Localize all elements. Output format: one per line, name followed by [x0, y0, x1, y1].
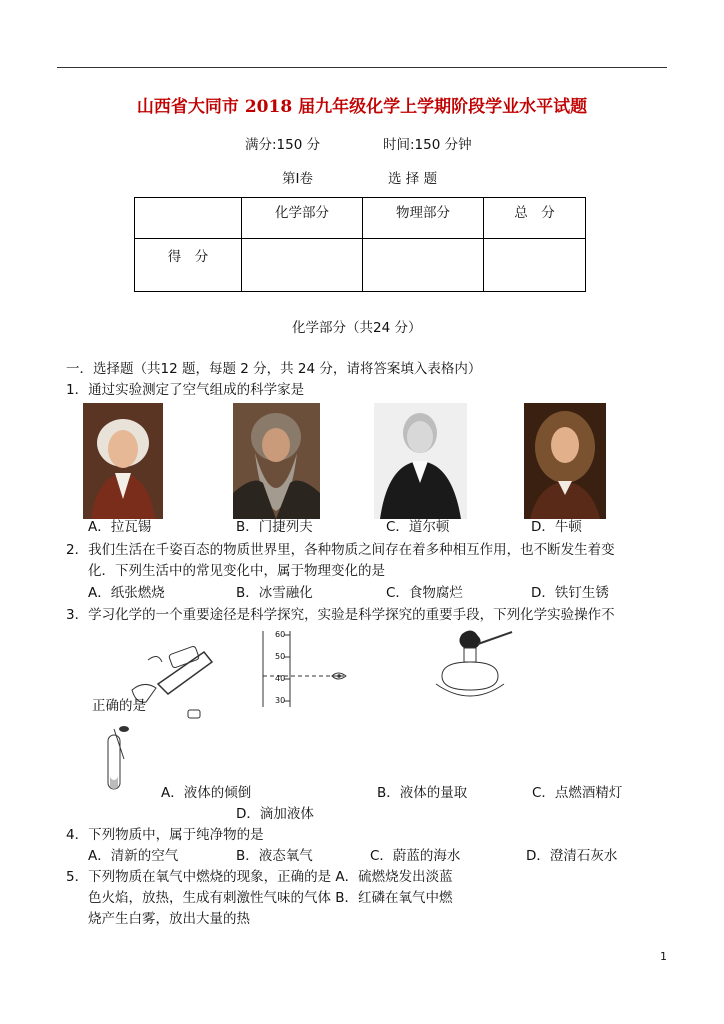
- q3-stem: 3．学习化学的一个重要途径是科学探究，实验是科学探究的重要手段，下列化学实验操作不: [66, 607, 615, 623]
- score-table-header-blank: [135, 198, 242, 239]
- measuring-cylinder-figure: [252, 629, 352, 713]
- header-rule: [57, 67, 667, 68]
- instructions: 一．选择题（共12 题，每题 2 分，共 24 分，请将答案填入表格内）: [66, 361, 482, 377]
- q3-stem-end: 正确的是: [92, 698, 146, 714]
- alcohol-lamp-figure: [432, 628, 524, 712]
- q1-option-b[interactable]: B．门捷列夫: [236, 519, 313, 535]
- q1-option-c[interactable]: C．道尔顿: [386, 519, 450, 535]
- q2-option-c[interactable]: C．食物腐烂: [386, 585, 463, 601]
- q5-stem-line1: 5．下列物质在氧气中燃烧的现象，正确的是 A．硫燃烧发出淡蓝: [66, 869, 453, 885]
- q4-option-c[interactable]: C．蔚蓝的海水: [370, 848, 461, 864]
- score-row-label: 得 分: [135, 239, 242, 292]
- q5-stem-line3: 烧产生白雾，放出大量的热: [88, 911, 250, 927]
- q3-option-c[interactable]: C．点燃酒精灯: [532, 785, 623, 801]
- q3-option-d[interactable]: D．滴加液体: [236, 806, 314, 822]
- cylinder-tick-50: 50: [275, 652, 286, 661]
- page-number: 1: [660, 950, 667, 963]
- q2-option-a[interactable]: A．纸张燃烧: [88, 585, 165, 601]
- portrait-mendeleev: [233, 403, 320, 519]
- portrait-dalton: [374, 403, 467, 519]
- full-score: 满分:150 分: [245, 137, 321, 153]
- exam-time: 时间:150 分钟: [383, 137, 472, 153]
- portrait-newton: [524, 403, 606, 519]
- score-table-header-physics: 物理部分: [363, 198, 484, 239]
- q1-stem: 1．通过实验测定了空气组成的科学家是: [66, 382, 305, 398]
- q5-stem-line2: 色火焰，放热，生成有刺激性气味的气体 B．红磷在氧气中燃: [88, 890, 453, 906]
- q1-option-a[interactable]: A．拉瓦锡: [88, 519, 152, 535]
- q2-option-b[interactable]: B．冰雪融化: [236, 585, 313, 601]
- score-table-header-chemistry: 化学部分: [242, 198, 363, 239]
- q1-option-d[interactable]: D．牛顿: [531, 519, 582, 535]
- cylinder-tick-40: 40: [275, 674, 286, 683]
- q3-option-a[interactable]: A．液体的倾倒: [161, 785, 252, 801]
- dropping-liquid-figure: [104, 725, 134, 799]
- score-cell-total[interactable]: [484, 239, 586, 292]
- score-table: [134, 197, 586, 292]
- cylinder-tick-60: 60: [275, 630, 286, 639]
- score-table-header-total: 总 分: [484, 198, 586, 239]
- q2-option-d[interactable]: D．铁钉生锈: [531, 585, 609, 601]
- volume-label: 第Ⅰ卷: [282, 171, 313, 187]
- q4-option-a[interactable]: A．清新的空气: [88, 848, 179, 864]
- q4-option-d[interactable]: D．澄清石灰水: [526, 848, 618, 864]
- q4-option-b[interactable]: B．液态氧气: [236, 848, 313, 864]
- portrait-lavoisier: [83, 403, 163, 519]
- q2-stem-line1: 2．我们生活在千姿百态的物质世界里，各种物质之间存在着多种相互作用，也不断发生着变: [66, 542, 615, 558]
- q2-stem-line2: 化．下列生活中的常见变化中，属于物理变化的是: [88, 563, 385, 579]
- score-cell-physics[interactable]: [363, 239, 484, 292]
- section-label: 选 择 题: [388, 171, 438, 187]
- q4-stem: 4．下列物质中，属于纯净物的是: [66, 827, 264, 843]
- page-title: 山西省大同市 2018 届九年级化学上学期阶段学业水平试题: [136, 97, 588, 117]
- part-title: 化学部分（共24 分）: [292, 320, 422, 336]
- q3-option-b[interactable]: B．液体的量取: [377, 785, 468, 801]
- cylinder-tick-30: 30: [275, 696, 286, 705]
- score-cell-chemistry[interactable]: [242, 239, 363, 292]
